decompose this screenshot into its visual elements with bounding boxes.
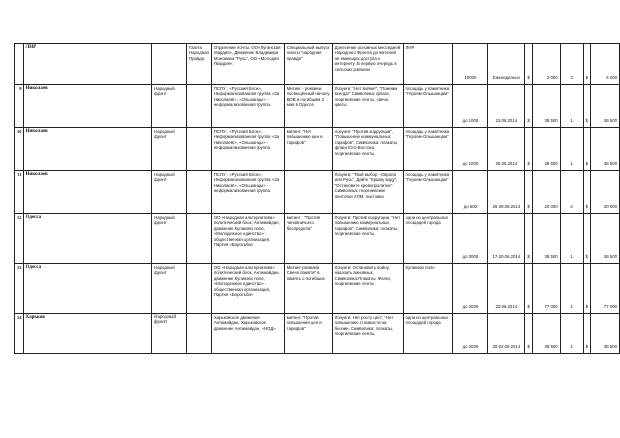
participants-cell: ПСПУ , «Русский Блок», Неформализованная группа «За Николаев!», «Ольшанцы» - неформализованная группа. (211, 171, 284, 214)
slogans-cell: Лозунги: "Твой выбор - Европа или Русь", Дайте "Крыму воду", "Остановите кровопролитие" Символика: георгиевские ленточки АПМ: листовки (332, 171, 403, 214)
attendance-cell: до 3000 (453, 264, 488, 314)
currency-cell: $ (525, 44, 532, 85)
participants-cell: ОО «Народная альтернатива» политический блок, Антимайдан, движение Куликово поле, «Молодежное единство» - общественная организация, Партия «Боротьба» (211, 264, 284, 314)
participants-cell: ОО «Народная альтернатива» политический блок, Антимайдан, движение Куликово поле, «Молодежное единство» - общественная организация, Партия «Боротьба» (211, 214, 284, 264)
location-cell: площадь у памятника "Героям-Ольшанцам" (403, 171, 453, 214)
event-type-cell: митинг: "Нет повышению цен и тарифов" (284, 128, 332, 171)
count-cell: 1 (560, 214, 583, 264)
row-number: 9 (15, 85, 24, 128)
media-cell (187, 128, 212, 171)
currency-cell: $ (525, 264, 532, 314)
location-cell: площадь у памятника "Героям-Ольшанцам" (403, 85, 453, 128)
attendance-cell: 10000 (453, 44, 488, 85)
event-type-cell: Специальный выпуск газеты "народная правда" (284, 44, 332, 85)
unit-cost-cell: 38 500 (532, 314, 560, 354)
organizer-cell (152, 44, 187, 85)
location-cell: ЛНР (403, 44, 453, 85)
date-cell: 25.06.2014 (488, 128, 525, 171)
unit-cost-cell: 38 500 (532, 214, 560, 264)
row-number: 11 (15, 171, 24, 214)
organizer-cell: Народный фронт (152, 128, 187, 171)
unit-cost-cell: 20 000 (532, 171, 560, 214)
media-cell (187, 171, 212, 214)
media-cell (187, 214, 212, 264)
total-cost-cell: 38 500 (590, 314, 619, 354)
event-type-cell: митинг: "Против повышения цен и тарифов" (284, 314, 332, 354)
currency-cell: $ (583, 44, 590, 85)
event-type-cell (284, 171, 332, 214)
attendance-cell: до 3000 (453, 214, 488, 264)
attendance-cell: до 1000 (453, 128, 488, 171)
region-cell: ЛНР (23, 44, 152, 85)
count-cell: 1 (560, 314, 583, 354)
currency-cell: $ (583, 314, 590, 354)
currency-cell: $ (525, 214, 532, 264)
row-number (15, 44, 24, 85)
region-cell: Одесса (23, 214, 152, 264)
total-cost-cell: 20 000 (590, 171, 619, 214)
currency-cell: $ (583, 85, 590, 128)
total-cost-cell: 38 500 (590, 85, 619, 128)
unit-cost-cell: 38 500 (532, 128, 560, 171)
event-type-cell: Митинг-реквием Свеча памяти" в память о погибших (284, 264, 332, 314)
total-cost-cell: 38 500 (590, 214, 619, 264)
region-cell: Харьков (23, 314, 152, 354)
event-type-cell: митинг : "Против чиновничьего беспредела" (284, 214, 332, 264)
location-cell: площадь у памятника "Героям-Ольшанцам" (403, 128, 453, 171)
date-cell: 22.06.2014 (488, 85, 525, 128)
table-row (15, 85, 620, 128)
slogans-cell: лозунги: "Против коррупции", "Повышение коммунальных тарифов", Символика: плакаты, флаги Юго-Востока, георгиевские ленты, (332, 128, 403, 171)
table-row (15, 171, 620, 214)
region-cell: Одесса (23, 264, 152, 314)
participants-cell: ПСПУ , «Русский Блок», Неформализованная группа «За Николаев!», «Ольшанцы» - неформализованная группа. (211, 85, 284, 128)
date-cell: 20-22.06.2014 (488, 314, 525, 354)
region-cell: Николаев (23, 171, 152, 214)
table-row (15, 44, 620, 85)
currency-cell: $ (525, 314, 532, 354)
unit-cost-cell: 2 000 (532, 44, 560, 85)
media-cell: Газета Народная Правда (187, 44, 212, 85)
organizer-cell: Народный фронт (152, 171, 187, 214)
slogans-cell: Лозунги: "Нет войне!", "Помним всегда!" Символика: флаги, георгиевские ленты, свечи, цветы (332, 85, 403, 128)
slogans-cell: Донесение основных месседжей Народного Фронта до жителей не имеющих доступа к интернету. В первую очередь в сельских районах (332, 44, 403, 85)
region-cell: Николаев (23, 85, 152, 128)
region-cell: Николаев (23, 128, 152, 171)
row-number: 13 (15, 264, 24, 314)
organizer-cell: Народный фронт (152, 85, 187, 128)
row-number: 12 (15, 214, 24, 264)
participants-cell: Отделение почты, ОО«Луганская гвардия», Движение Владимира Мономаха "Русь", ОО «Молодая Гвардия», (211, 44, 284, 85)
organizer-cell: Народный фронт (152, 264, 187, 314)
unit-cost-cell: 38 500 (532, 85, 560, 128)
count-cell: 2 (560, 171, 583, 214)
total-cost-cell: 77 000 (590, 264, 619, 314)
total-cost-cell: 38 500 (590, 128, 619, 171)
count-cell: 1 (560, 128, 583, 171)
row-number: 10 (15, 128, 24, 171)
date-cell: 22.06.2014 (488, 264, 525, 314)
slogans-cell: Лозунги: Остановить войну, наказать виновных. Символика:Плакаты, Флаги, георгиевские ленты (332, 264, 403, 314)
count-cell: 3 (560, 44, 583, 85)
currency-cell: $ (583, 128, 590, 171)
table-row (15, 214, 620, 264)
media-cell (187, 314, 212, 354)
currency-cell: $ (583, 264, 590, 314)
row-number: 14 (15, 314, 24, 354)
location-cell: одна из центральных площадей города (403, 314, 453, 354)
date-cell: Еженедельно (488, 44, 525, 85)
attendance-cell: до 1000 (453, 85, 488, 128)
media-cell (187, 264, 212, 314)
location-cell: Куликово поле (403, 264, 453, 314)
organizer-cell: Народный фронт (152, 314, 187, 354)
table-row (15, 128, 620, 171)
date-cell: 26-28.06.2014 (488, 171, 525, 214)
table-row (15, 264, 620, 314)
location-cell: одна из центральных площадей города (403, 214, 453, 264)
count-cell: 1 (560, 264, 583, 314)
participants-cell: Харьковское движение Антимайдан, Харьковское движение Антимайдан, «НОД» (211, 314, 284, 354)
attendance-cell: до 500 (453, 171, 488, 214)
currency-cell: $ (525, 128, 532, 171)
currency-cell: $ (583, 214, 590, 264)
total-cost-cell: 6 000 (590, 44, 619, 85)
date-cell: 17-20.06.2014 (488, 214, 525, 264)
slogans-cell: Лозунги: Против коррупции, "Нет повышению коммунальных тарифов", Символика: плакаты, георгиевские ленты, (332, 214, 403, 264)
media-cell (187, 85, 212, 128)
events-table (14, 43, 620, 354)
event-type-cell: Митинг - реквием посвещённый началу ВОВ и погибшим 2 мая в Одессе (284, 85, 332, 128)
participants-cell: ПСПУ , «Русский Блок», Неформализованная группа «За Николаев!», «Ольшанцы» - неформализованная группа. (211, 128, 284, 171)
table-row (15, 314, 620, 354)
attendance-cell: до 3000 (453, 314, 488, 354)
count-cell: 1 (560, 85, 583, 128)
currency-cell: $ (525, 85, 532, 128)
slogans-cell: Лозунги: Нет росту цен", "Нет повышению стоимости на бензин. Символика: плакаты, георгиевские ленты, (332, 314, 403, 354)
unit-cost-cell: 77 000 (532, 264, 560, 314)
organizer-cell: Народный фронт (152, 214, 187, 264)
currency-cell: $ (583, 171, 590, 214)
currency-cell: $ (525, 171, 532, 214)
